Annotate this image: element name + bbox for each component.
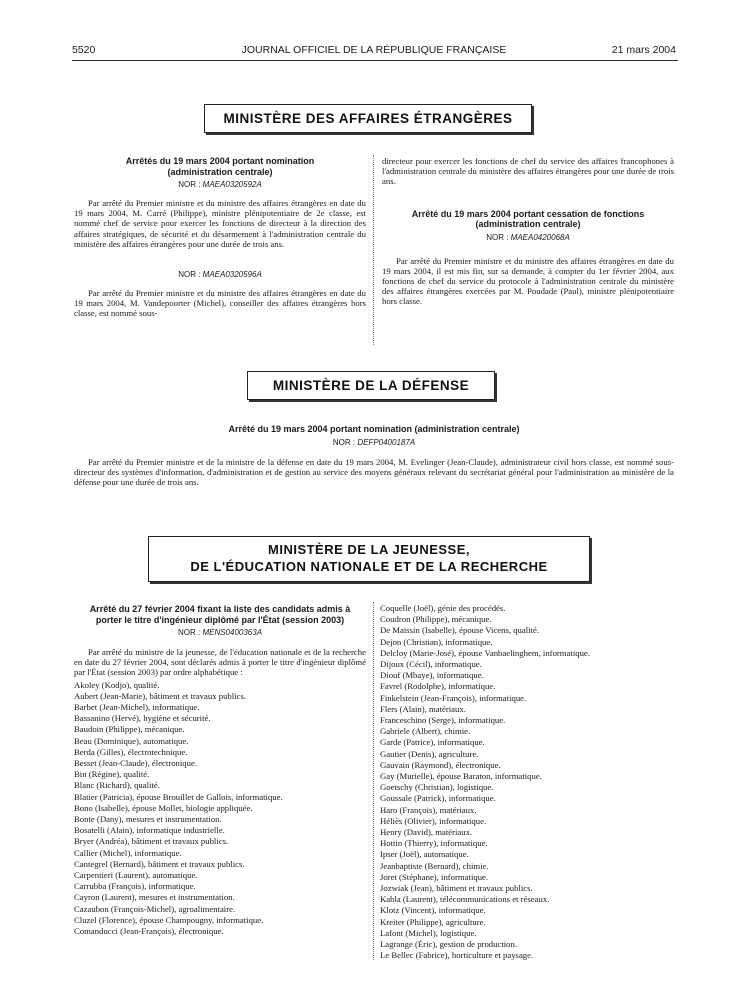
list-item: Aubert (Jean-Marie), bâtiment et travaux publics.	[74, 690, 246, 701]
decree-paragraph: Par arrêté du Premier ministre et du ministre des affaires étrangères en date du 19 mars 2004, M. Carré (Philippe), ministre plénipotentiaire de 2e classe, est nommé chef de service pour exercer les fonctions de directeur à la direction des affaires stratégiques, de sécurité et du désarmement à l'administration centrale du ministère des affaires étrangères pour une durée de trois ans.	[74, 198, 366, 249]
nor-reference	[74, 438, 674, 447]
list-item: Hottin (Thierry), informatique.	[380, 838, 488, 849]
list-item: Beau (Dominique), automatique.	[74, 735, 189, 746]
nor-label: NOR :	[178, 270, 201, 280]
list-item: Comanducci (Jean-François), électronique.	[74, 926, 224, 937]
list-item: Goetschy (Christian), logistique.	[380, 782, 494, 793]
nor-label: NOR :	[177, 628, 201, 637]
sec2-body	[74, 424, 674, 487]
sec3-right-column	[380, 603, 676, 962]
list-item: Jeanbaptiste (Bernard), chimie.	[380, 860, 489, 871]
list-item: Cantegrel (Bernard), bâtiment et travaux publics.	[74, 858, 245, 869]
list-item: Lafont (Michel), logistique.	[380, 927, 477, 938]
decree-title: Arrêtés du 19 mars 2004 portant nomination (administration centrale)	[125, 156, 315, 177]
decree-paragraph: Par arrêté du Premier ministre et du ministre des affaires étrangères en date du 19 mars 2004, M. Vandepoorter (Michel), conseiller des affaires étrangères hors classe, est nommé sous-	[74, 288, 366, 319]
list-item: Bin (Régine), qualité.	[74, 769, 150, 780]
nor-label: NOR :	[486, 232, 509, 242]
list-item: Bono (Isabelle), épouse Mollet, biologie appliquée.	[74, 802, 253, 813]
list-item: Callier (Michel), informatique.	[74, 847, 182, 858]
journal-title: JOURNAL OFFICIEL DE LA RÉPUBLIQUE FRANÇAISE	[241, 44, 507, 56]
list-item: Henry (David), matériaux.	[380, 827, 473, 838]
list-item: Barbet (Jean-Michel), informatique.	[74, 702, 200, 713]
list-item: Coudron (Philippe), mécanique.	[380, 614, 492, 625]
list-item: Berda (Gilles), électrotechnique.	[74, 746, 188, 757]
candidate-list	[74, 680, 366, 938]
list-item: Delcloy (Marie-José), épouse Vanbaelinghem, informatique.	[380, 647, 590, 658]
list-item: Coquelle (Joël), génie des procédés.	[380, 603, 506, 613]
list-item: Dejon (Christian), informatique.	[380, 636, 493, 647]
column-divider	[373, 602, 374, 960]
list-item: Carpentieri (Laurent), automatique.	[74, 870, 198, 881]
list-item: Finkelstein (Jean-François), informatique.	[380, 692, 527, 703]
decree-title: Arrêté du 27 février 2004 fixant la liste des candidats admis à porter le titre d'ingénieur diplômé par l'État (session 2003)	[89, 604, 351, 625]
decree-paragraph: Par arrêté du Premier ministre et de la ministre de la défense en date du 19 mars 2004, M. Evelinger (Jean-Claude), administrateur civil hors classe, est nommé sous-directeur des systèmes d'information, d'administration et de gestion au service des moyens généraux relevant du secrétariat général pour l'administration au ministère de la défense pour une durée de trois ans.	[74, 456, 674, 487]
list-item: Diouf (Mbaye), informatique.	[380, 670, 484, 681]
decree-paragraph: Par arrêté du Premier ministre et du ministre des affaires étrangères en date du 19 mars 2004, il est mis fin, sur sa demande, à compter du 1er février 2004, aux fonctions de chef du service du protocole à l'administration centrale du ministère des affaires étrangères exercées par M. Poudade (Paul), ministre plénipotentiaire hors classe.	[382, 255, 674, 307]
list-item: Besset (Jean-Claude), électronique.	[74, 758, 198, 769]
list-item: Lagrange (Éric), gestion de production.	[380, 939, 518, 950]
list-item: Kabla (Laurent), télécommunications et réseaux.	[380, 894, 550, 905]
list-item: Goussale (Patrick), informatique.	[380, 793, 496, 804]
nor-reference	[74, 270, 366, 279]
list-item: Cazaubon (François-Michel), agroalimentaire.	[74, 903, 236, 914]
nor-reference	[382, 233, 674, 242]
list-item: Blanc (Richard), qualité.	[74, 780, 160, 791]
column-divider	[373, 155, 374, 345]
list-item: Favrel (Rodolphe), informatique.	[380, 681, 496, 692]
list-item: Kreiter (Philippe), agriculture.	[380, 916, 486, 927]
list-item: Gay (Murielle), épouse Baraton, informatique.	[380, 771, 542, 782]
list-item: Jozwiak (Jean), bâtiment et travaux publics.	[380, 883, 533, 894]
list-item: Flers (Alain), matériaux.	[380, 703, 466, 714]
ministry-heading-affaires-etrangeres: MINISTÈRE DES AFFAIRES ÉTRANGÈRES	[204, 104, 532, 133]
ministry-heading-line: MINISTÈRE DE LA JEUNESSE,	[268, 542, 470, 557]
decree-title: Arrêté du 19 mars 2004 portant nomination (administration centrale)	[228, 424, 520, 434]
ministry-heading-defense: MINISTÈRE DE LA DÉFENSE	[247, 371, 495, 400]
decree-paragraph-continued: directeur pour exercer les fonctions de chef du service des affaires francophones à l'administration centrale du ministère des affaires étrangères pour une durée de trois ans.	[382, 156, 674, 187]
nor-code: MENS0400363A	[202, 628, 263, 637]
nor-reference	[74, 628, 366, 637]
list-item: Le Bellec (Fabrice), horticulture et paysage.	[380, 950, 534, 961]
list-item: Gautier (Denis), agriculture.	[380, 748, 479, 759]
page-number: 5520	[72, 44, 96, 56]
decree-title: Arrêté du 19 mars 2004 portant cessation de fonctions (administration centrale)	[411, 208, 645, 230]
sec1-left-column	[74, 156, 366, 319]
list-item: Bonte (Dany), mesures et instrumentation.	[74, 814, 222, 825]
list-item: Garde (Patrice), informatique.	[380, 737, 485, 748]
list-item: Baudoin (Philippe), mécanique.	[74, 724, 185, 735]
ministry-heading-education	[148, 536, 590, 582]
header-rule	[72, 60, 678, 61]
decree-paragraph: Par arrêté du ministre de la jeunesse, de l'éducation nationale et de la recherche en date du 27 février 2004, sont déclarés admis à porter le titre d'ingénieur diplômé par l'État (session 2003) par ordre alphabétique :	[74, 647, 366, 678]
sec1-right-column	[382, 156, 674, 307]
list-item: Bosatelli (Alain), informatique industrielle.	[74, 825, 225, 836]
list-item: Ipser (Joël), automatique.	[380, 849, 469, 860]
list-item: Akoley (Kodjo), qualité.	[74, 679, 160, 690]
ministry-heading-line: DE L'ÉDUCATION NATIONALE ET DE LA RECHERCHE	[190, 559, 548, 574]
issue-date: 21 mars 2004	[611, 44, 676, 56]
candidate-list	[380, 603, 676, 962]
nor-reference	[74, 180, 366, 189]
nor-label: NOR :	[332, 437, 356, 447]
list-item: Klotz (Vincent), informatique.	[380, 905, 486, 916]
list-item: Carrubba (François), informatique.	[74, 881, 196, 892]
list-item: Joret (Stéphane), informatique.	[380, 871, 489, 882]
nor-code: MAEA0420068A	[510, 232, 570, 242]
list-item: Haro (François), matériaux.	[380, 804, 477, 815]
list-item: Cluzel (Florence), épouse Champougny, informatique.	[74, 914, 264, 925]
list-item: De Maissin (Isabelle), épouse Vicens, qualité.	[380, 625, 540, 636]
list-item: Bassanino (Hervé), hygiène et sécurité.	[74, 713, 211, 724]
list-item: Gabriele (Albert), chimie.	[380, 726, 471, 737]
nor-code: MAEA0320596A	[202, 270, 262, 280]
list-item: Franceschino (Serge), informatique.	[380, 715, 506, 726]
nor-code: DEFP0400187A	[357, 437, 416, 447]
list-item: Cayron (Laurent), mesures et instrumentation.	[74, 892, 235, 903]
list-item: Gauvain (Raymond), électronique.	[380, 759, 501, 770]
list-item: Héliès (Olivier), informatique.	[380, 815, 487, 826]
list-item: Dijoux (Cécil), informatique.	[380, 659, 482, 670]
list-item: Bryer (Andréa), bâtiment et travaux publics.	[74, 836, 229, 847]
nor-label: NOR :	[178, 180, 201, 189]
sec3-left-column	[74, 604, 366, 937]
list-item: Blatier (Patricia), épouse Brouillet de Gallois, informatique.	[74, 791, 283, 802]
nor-code: MAEA0320592A	[202, 180, 262, 189]
